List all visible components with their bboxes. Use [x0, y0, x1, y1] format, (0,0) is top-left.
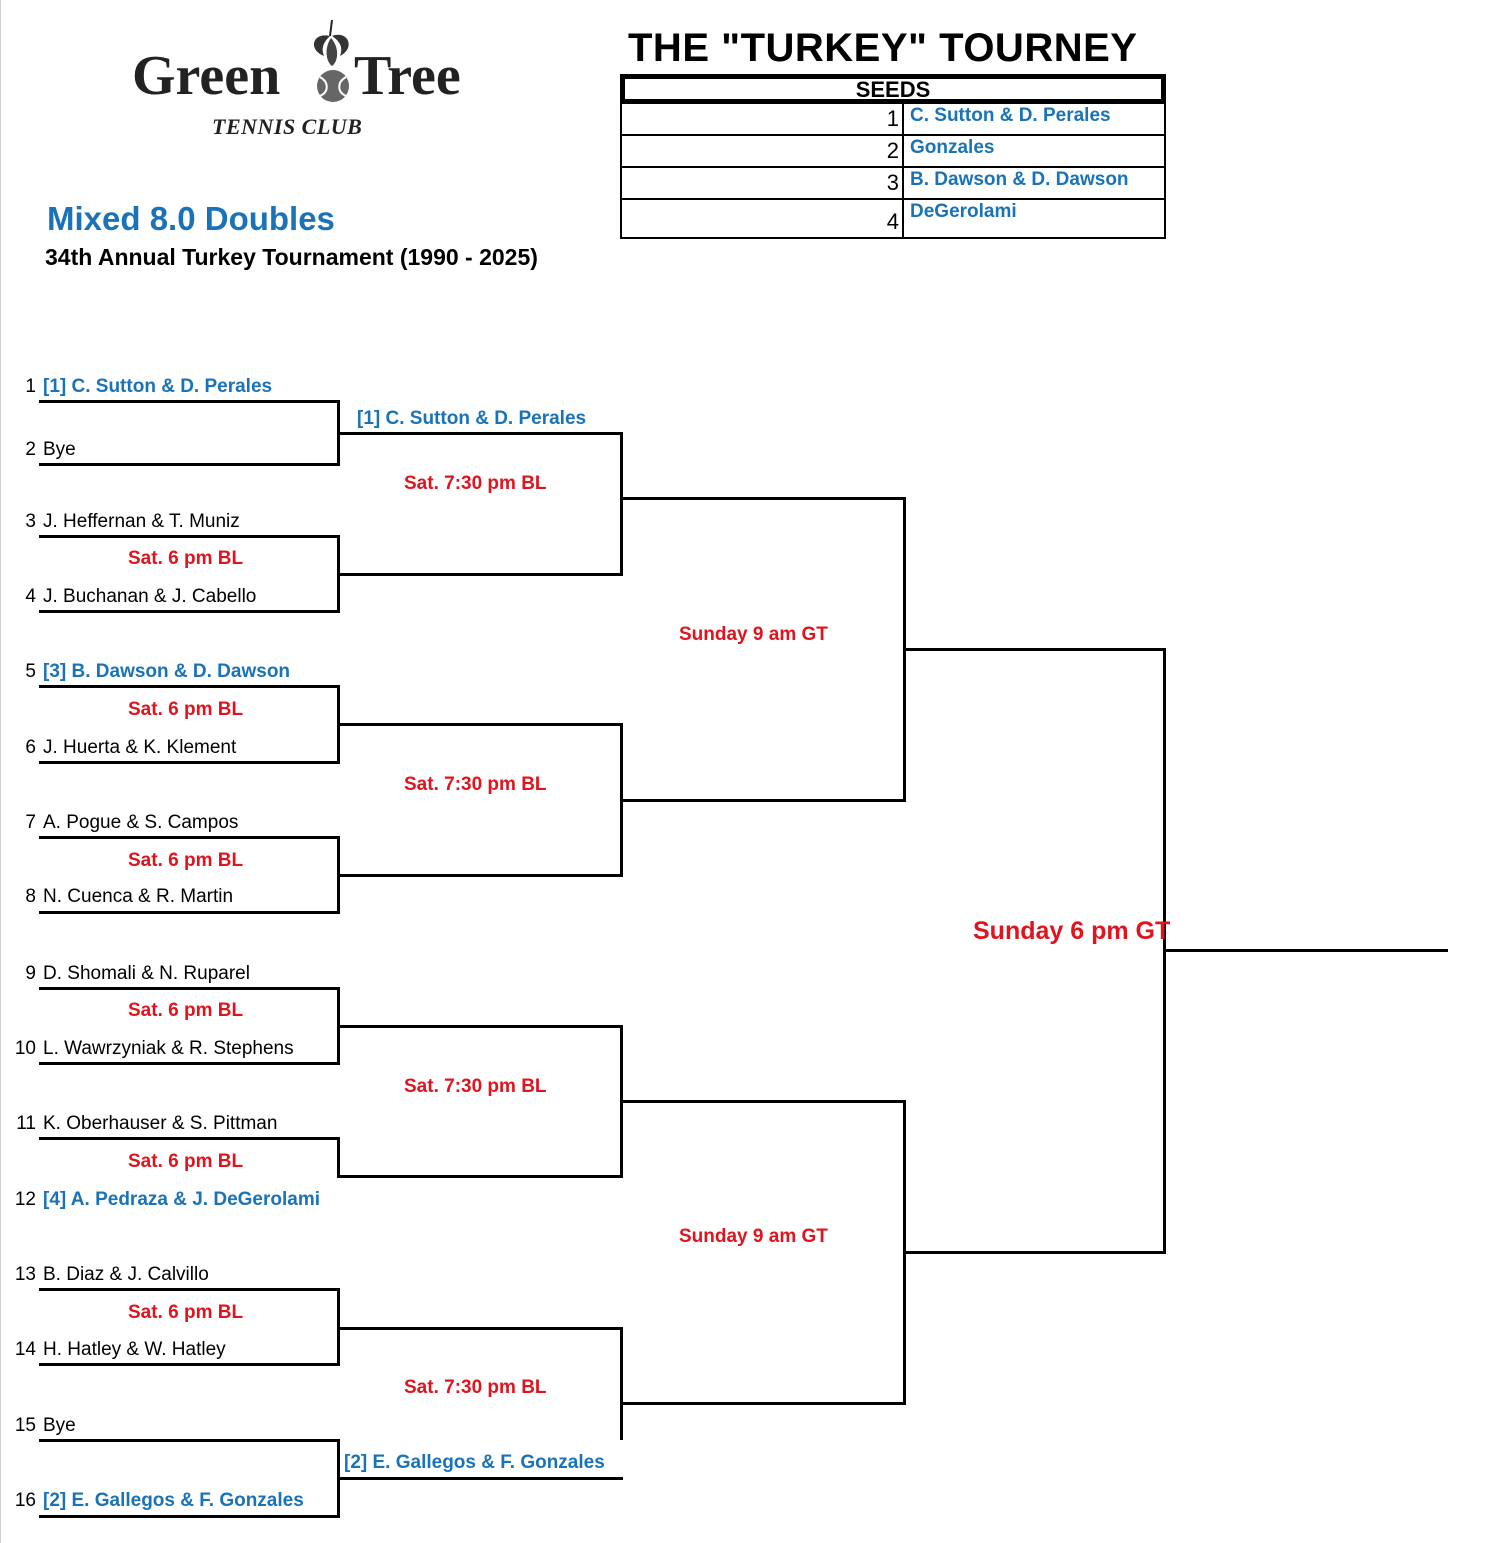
seed-number-cell: [622, 136, 904, 166]
event-title: Mixed 8.0 Doubles: [47, 200, 335, 237]
draw-position: 16: [14, 1490, 36, 1511]
bracket-line: [340, 573, 623, 576]
draw-position: 7: [25, 812, 36, 833]
team-name: Bye: [43, 1415, 76, 1436]
seed-number: 2: [886, 138, 899, 163]
match-time-label: Sat. 6 pm BL: [128, 850, 244, 871]
team-name: D. Shomali & N. Ruparel: [43, 963, 250, 984]
bracket-line: [906, 648, 1166, 651]
team-name: A. Pogue & S. Campos: [43, 812, 239, 833]
bracket-line: [340, 1327, 623, 1330]
draw-position: 1: [25, 376, 36, 397]
match-time-label: Sat. 6 pm BL: [128, 1000, 244, 1021]
team-name: K. Oberhauser & S. Pittman: [43, 1113, 278, 1134]
seed-number-cell: [622, 168, 904, 198]
bracket-line: [340, 874, 623, 877]
seed-number: 3: [886, 170, 899, 195]
seed-name: C. Sutton & D. Perales: [910, 105, 1111, 126]
bracket-line: [39, 463, 340, 466]
bracket-line: [623, 1402, 906, 1405]
team-name: J. Buchanan & J. Cabello: [43, 586, 257, 607]
seed-row: [620, 200, 1166, 239]
logo-subtitle: TENNIS CLUB: [212, 114, 363, 139]
bracket-line: [39, 1288, 340, 1291]
draw-position: 5: [25, 661, 36, 682]
draw-position: 8: [25, 886, 36, 907]
match-time-label: Sat. 7:30 pm BL: [404, 774, 547, 795]
page-edge: [0, 0, 1, 1543]
match-time-label: Sat. 6 pm BL: [128, 548, 244, 569]
seed-number-cell: [622, 104, 904, 134]
team-name: J. Huerta & K. Klement: [43, 737, 237, 758]
team-name: [1] C. Sutton & D. Perales: [43, 376, 273, 397]
team-name: B. Diaz & J. Calvillo: [43, 1264, 209, 1285]
seed-number: 1: [886, 106, 899, 131]
bracket-line: [340, 1477, 623, 1480]
logo-word-green: Green: [132, 45, 281, 107]
seeds-table: [620, 74, 1166, 239]
draw-position: 3: [25, 511, 36, 532]
bracket-line: [39, 685, 340, 688]
seed-name: B. Dawson & D. Dawson: [910, 169, 1129, 190]
match-time-label: Sat. 7:30 pm BL: [404, 1377, 547, 1398]
seed-row: [620, 136, 1166, 168]
draw-position: 11: [16, 1113, 36, 1134]
bracket-line: [39, 1515, 340, 1518]
bracket-line: [39, 1363, 340, 1366]
bracket-line: [39, 400, 340, 403]
team-name: [2] E. Gallegos & F. Gonzales: [43, 1490, 304, 1511]
draw-position: 2: [25, 439, 36, 460]
main-title: THE "TURKEY" TOURNEY: [628, 26, 1138, 70]
bracket-line: [620, 432, 623, 576]
bracket-line: [340, 1175, 623, 1178]
match-time-label: Sat. 6 pm BL: [128, 1151, 244, 1172]
draw-position: 14: [14, 1339, 36, 1360]
seed-name: Gonzales: [910, 137, 995, 158]
seeds-header: SEEDS: [620, 74, 1166, 104]
seed-number-cell: [622, 200, 904, 237]
team-name: Bye: [43, 439, 76, 460]
draw-position: 4: [25, 586, 36, 607]
event-subtitle: 34th Annual Turkey Tournament (1990 - 2025): [45, 244, 538, 270]
bracket-line: [340, 723, 623, 726]
bracket-line: [623, 497, 906, 500]
team-name: [4] A. Pedraza & J. DeGerolami: [43, 1189, 321, 1210]
advancer-name: [2] E. Gallegos & F. Gonzales: [344, 1452, 605, 1473]
bracket-line: [623, 799, 906, 802]
match-time-label: Sat. 6 pm BL: [128, 1302, 244, 1323]
bracket-line: [620, 1327, 623, 1440]
match-time-label: Sunday 9 am GT: [679, 624, 828, 645]
match-time-label: Sunday 9 am GT: [679, 1226, 828, 1247]
bracket-line: [39, 911, 340, 914]
final-time-label: Sunday 6 pm GT: [973, 917, 1171, 945]
team-name: L. Wawrzyniak & R. Stephens: [43, 1038, 294, 1059]
bracket-line: [906, 1251, 1166, 1254]
bracket-line: [39, 761, 340, 764]
team-name: N. Cuenca & R. Martin: [43, 886, 234, 907]
draw-position: 15: [14, 1415, 36, 1436]
bracket-line: [39, 1062, 340, 1065]
draw-position: 9: [25, 963, 36, 984]
bracket-line: [39, 1137, 340, 1140]
team-name: H. Hatley & W. Hatley: [43, 1339, 226, 1360]
seed-row: [620, 168, 1166, 200]
bracket-line: [39, 610, 340, 613]
seed-row: [620, 104, 1166, 136]
tennis-ball-icon: [315, 68, 351, 104]
logo: [132, 18, 477, 140]
bracket-line: [1166, 949, 1448, 952]
match-time-label: Sat. 6 pm BL: [128, 699, 244, 720]
seed-number: 4: [886, 209, 899, 234]
bracket-line: [340, 432, 623, 435]
draw-position: 13: [14, 1264, 36, 1285]
advancer-name: [1] C. Sutton & D. Perales: [357, 408, 587, 429]
bracket-line: [39, 836, 340, 839]
draw-position: 6: [25, 737, 36, 758]
match-time-label: Sat. 7:30 pm BL: [404, 1076, 547, 1097]
bracket-line: [623, 1100, 906, 1103]
match-time-label: Sat. 7:30 pm BL: [404, 473, 547, 494]
draw-position: 10: [14, 1038, 36, 1059]
bracket-line: [340, 1025, 623, 1028]
bracket-line: [39, 535, 340, 538]
bracket-line: [39, 987, 340, 990]
seed-name: DeGerolami: [910, 201, 1017, 222]
logo-word-tree: Tree: [354, 45, 461, 107]
draw-position: 12: [14, 1189, 36, 1210]
bracket-line: [39, 1439, 340, 1442]
bracket-line: [337, 1137, 340, 1178]
team-name: [3] B. Dawson & D. Dawson: [43, 661, 291, 682]
team-name: J. Heffernan & T. Muniz: [43, 511, 240, 532]
